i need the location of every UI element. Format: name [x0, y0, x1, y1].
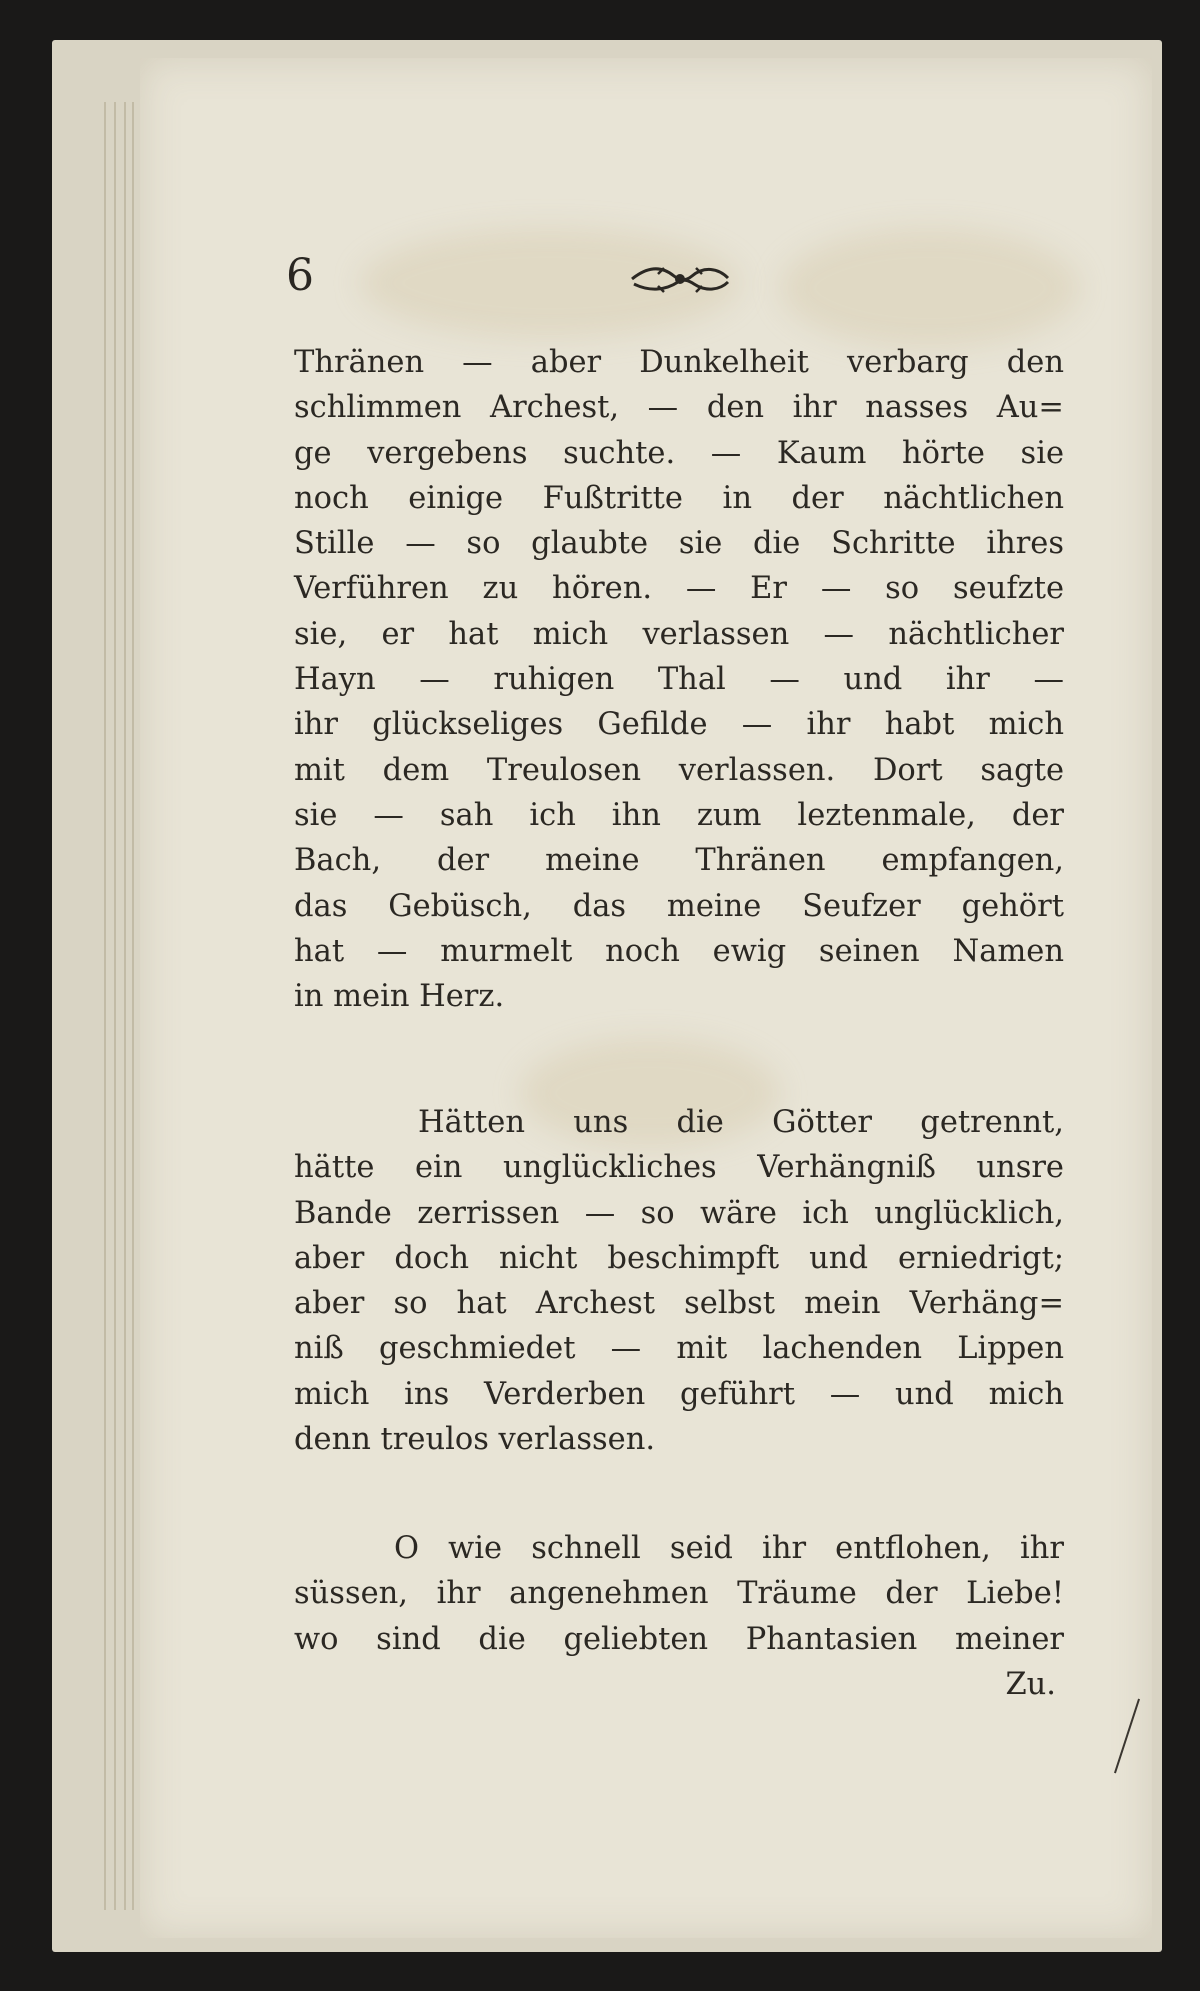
- text-line: Verführen zu hören. — Er — so seufzte: [294, 571, 1064, 607]
- text-line: mich ins Verderben geführt — und mich: [294, 1376, 1064, 1412]
- text-line: Thränen — aber Dunkelheit verbarg den: [294, 345, 1064, 380]
- text-line: wo sind die geliebten Phantasien meiner: [294, 1621, 1064, 1657]
- text-line: Bach, der meine Thränen empfangen,: [294, 843, 1064, 879]
- text-line: Bande zerrissen — so wäre ich unglücklich,: [294, 1195, 1064, 1231]
- text-line: Hätten uns die Götter getrennt,: [418, 1105, 1064, 1140]
- printer-ornament-icon: [628, 262, 732, 296]
- text-line: hätte ein unglückliches Verhängniß unsre: [294, 1150, 1064, 1186]
- text-line: das Gebüsch, das meine Seufzer gehört: [294, 888, 1064, 924]
- text-line: O wie schnell seid ihr entflohen, ihr: [394, 1531, 1064, 1566]
- text-line: hat — murmelt noch ewig seinen Namen: [294, 933, 1064, 969]
- page-edge-line: [114, 102, 116, 1910]
- text-line: mit dem Treulosen verlassen. Dort sagte: [294, 752, 1064, 788]
- text-line: sie — sah ich ihn zum leztenmale, der: [294, 797, 1064, 833]
- text-line: aber so hat Archest selbst mein Verhäng=: [294, 1286, 1064, 1322]
- text-line: sie, er hat mich verlassen — nächtlicher: [294, 616, 1064, 652]
- page-number: 6: [286, 250, 314, 301]
- catchword: Zu.: [1005, 1666, 1056, 1702]
- text-line: Hayn — ruhigen Thal — und ihr —: [294, 662, 1064, 698]
- text-line: schlimmen Archest, — den ihr nasses Au=: [294, 390, 1064, 426]
- text-line: ge vergebens suchte. — Kaum hörte sie: [294, 435, 1064, 471]
- text-line: denn treulos verlassen.: [294, 1422, 656, 1458]
- text-line: ihr glückseliges Gefilde — ihr habt mich: [294, 707, 1064, 743]
- text-line: noch einige Fußtritte in der nächtlichen: [294, 480, 1064, 516]
- text-line: aber doch nicht beschimpft und erniedrigt;: [294, 1240, 1064, 1276]
- page-edge-line: [124, 102, 126, 1910]
- paragraph-3: [294, 1526, 1064, 1707]
- text-line: in mein Herz.: [294, 979, 505, 1015]
- text-line: niß geschmiedet — mit lachenden Lippen: [294, 1331, 1064, 1367]
- paragraph-1: [294, 340, 1064, 1019]
- paragraph-2: [294, 1100, 1064, 1462]
- page-edge-line: [104, 102, 106, 1910]
- text-line: süssen, ihr angenehmen Träume der Liebe!: [294, 1576, 1064, 1612]
- paper-stain: [780, 228, 1080, 348]
- page-edge-line: [132, 102, 134, 1910]
- text-line: Stille — so glaubte sie die Schritte ihres: [294, 526, 1064, 562]
